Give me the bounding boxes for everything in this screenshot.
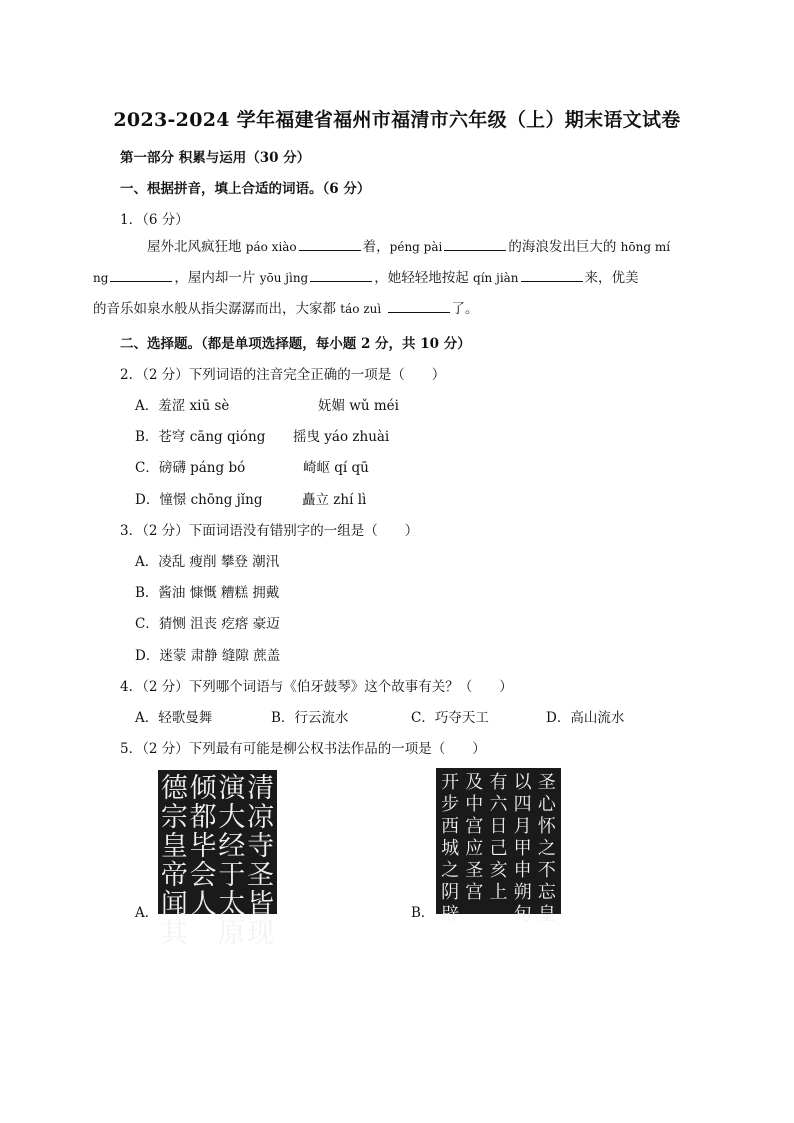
q3-stem: 3．（2 分）下面词语没有错别字的一组是（ ）: [120, 523, 419, 539]
q5-option-b-label[interactable]: B．: [411, 905, 435, 921]
q1-label: 1．（6 分）: [120, 212, 189, 228]
calligraphy-column: 清凉寺圣皆现: [247, 773, 275, 949]
q3-option-a[interactable]: A．凌乱 瘦削 攀登 潮汛: [135, 554, 280, 570]
q1-text: 着，: [362, 239, 390, 255]
q4-option-b[interactable]: B．行云流水: [271, 710, 349, 726]
pinyin: péng pài: [389, 240, 443, 254]
calligraphy-column: 德宗皇帝闻其: [160, 773, 188, 949]
pinyin: hōng mí: [620, 240, 671, 254]
q1-text: 的音乐如泉水般从指尖潺潺而出，大家都: [93, 301, 341, 317]
fill-blank[interactable]: [521, 269, 583, 282]
exam-title: 2023-2024 学年福建省福州市福清市六年级（上）期末语文试卷: [113, 109, 681, 131]
pinyin: qín jiàn: [473, 271, 519, 285]
q2-option-a[interactable]: A．羞涩 xiū sè 妩媚 wǔ méi: [135, 398, 399, 414]
q5-option-a-label[interactable]: A．: [135, 905, 159, 921]
q4-stem: 4．（2 分）下列哪个词语与《伯牙鼓琴》这个故事有关？（ ）: [120, 679, 513, 695]
q3-option-d[interactable]: D．迷蒙 肃静 缝隙 蔗盖: [135, 648, 281, 664]
q5-stem: 5．（2 分）下列最有可能是柳公权书法作品的一项是（ ）: [120, 741, 486, 757]
section1-heading: 一、根据拼音，填上合适的词语。（6 分）: [120, 181, 371, 197]
fill-blank[interactable]: [110, 269, 172, 282]
q2-stem: 2．（2 分）下列词语的注音完全正确的一项是（ ）: [120, 367, 446, 383]
q2-option-c[interactable]: C．磅礴 páng bó 崎岖 qí qū: [135, 460, 369, 476]
q4-option-a[interactable]: A．轻歌曼舞: [135, 710, 213, 726]
calligraphy-column: 倾都毕会人: [189, 773, 217, 920]
q1-text: ，屋内却一片: [174, 270, 260, 286]
calligraphy-column: 演大经于太原: [218, 773, 246, 949]
q1-text: 了。: [451, 301, 479, 317]
calligraphy-column: 有六日己亥上: [489, 772, 508, 903]
q1-text: ，她轻轻地按起: [374, 270, 474, 286]
pinyin: ng: [93, 271, 109, 285]
pinyin: yōu jìng: [259, 271, 309, 285]
section2-heading: 二、选择题。（都是单项选择题，每小题 2 分，共 10 分）: [120, 336, 471, 352]
q2-option-d[interactable]: D．憧憬 chōng jǐng 矗立 zhí lì: [135, 492, 367, 508]
q1-text: 屋外北风疯狂地: [147, 239, 246, 255]
q1-paragraph: [93, 232, 676, 325]
calligraphy-image-b[interactable]: [436, 768, 561, 925]
fill-blank[interactable]: [299, 238, 361, 251]
fill-blank[interactable]: [444, 238, 506, 251]
calligraphy-column: 开步西城之阴辟: [441, 772, 460, 925]
part1-heading: 第一部分 积累与运用（30 分）: [120, 150, 311, 166]
q3-option-b[interactable]: B．酱油 慷慨 糟糕 拥戴: [135, 585, 280, 601]
pinyin: táo zuì: [340, 302, 382, 316]
q4-option-c[interactable]: C．巧夺天工: [411, 710, 489, 726]
pinyin: páo xiào: [245, 240, 297, 254]
fill-blank[interactable]: [310, 269, 372, 282]
q2-option-b[interactable]: B．苍穹 cāng qióng 摇曳 yáo zhuài: [135, 429, 390, 445]
q3-option-c[interactable]: C．猜恻 沮丧 疙瘩 豪迈: [135, 616, 280, 632]
q4-option-d[interactable]: D．高山流水: [546, 710, 625, 726]
calligraphy-column: 以四月甲申朔旬: [513, 772, 532, 925]
q1-text: 的海浪发出巨大的: [508, 239, 621, 255]
calligraphy-column: 圣心怀之不忘皇: [537, 772, 556, 925]
fill-blank[interactable]: [388, 300, 450, 313]
q1-text: 来，优美: [584, 270, 639, 286]
calligraphy-column: 及中宫应圣宫: [465, 772, 484, 903]
calligraphy-image-a[interactable]: [158, 770, 277, 949]
